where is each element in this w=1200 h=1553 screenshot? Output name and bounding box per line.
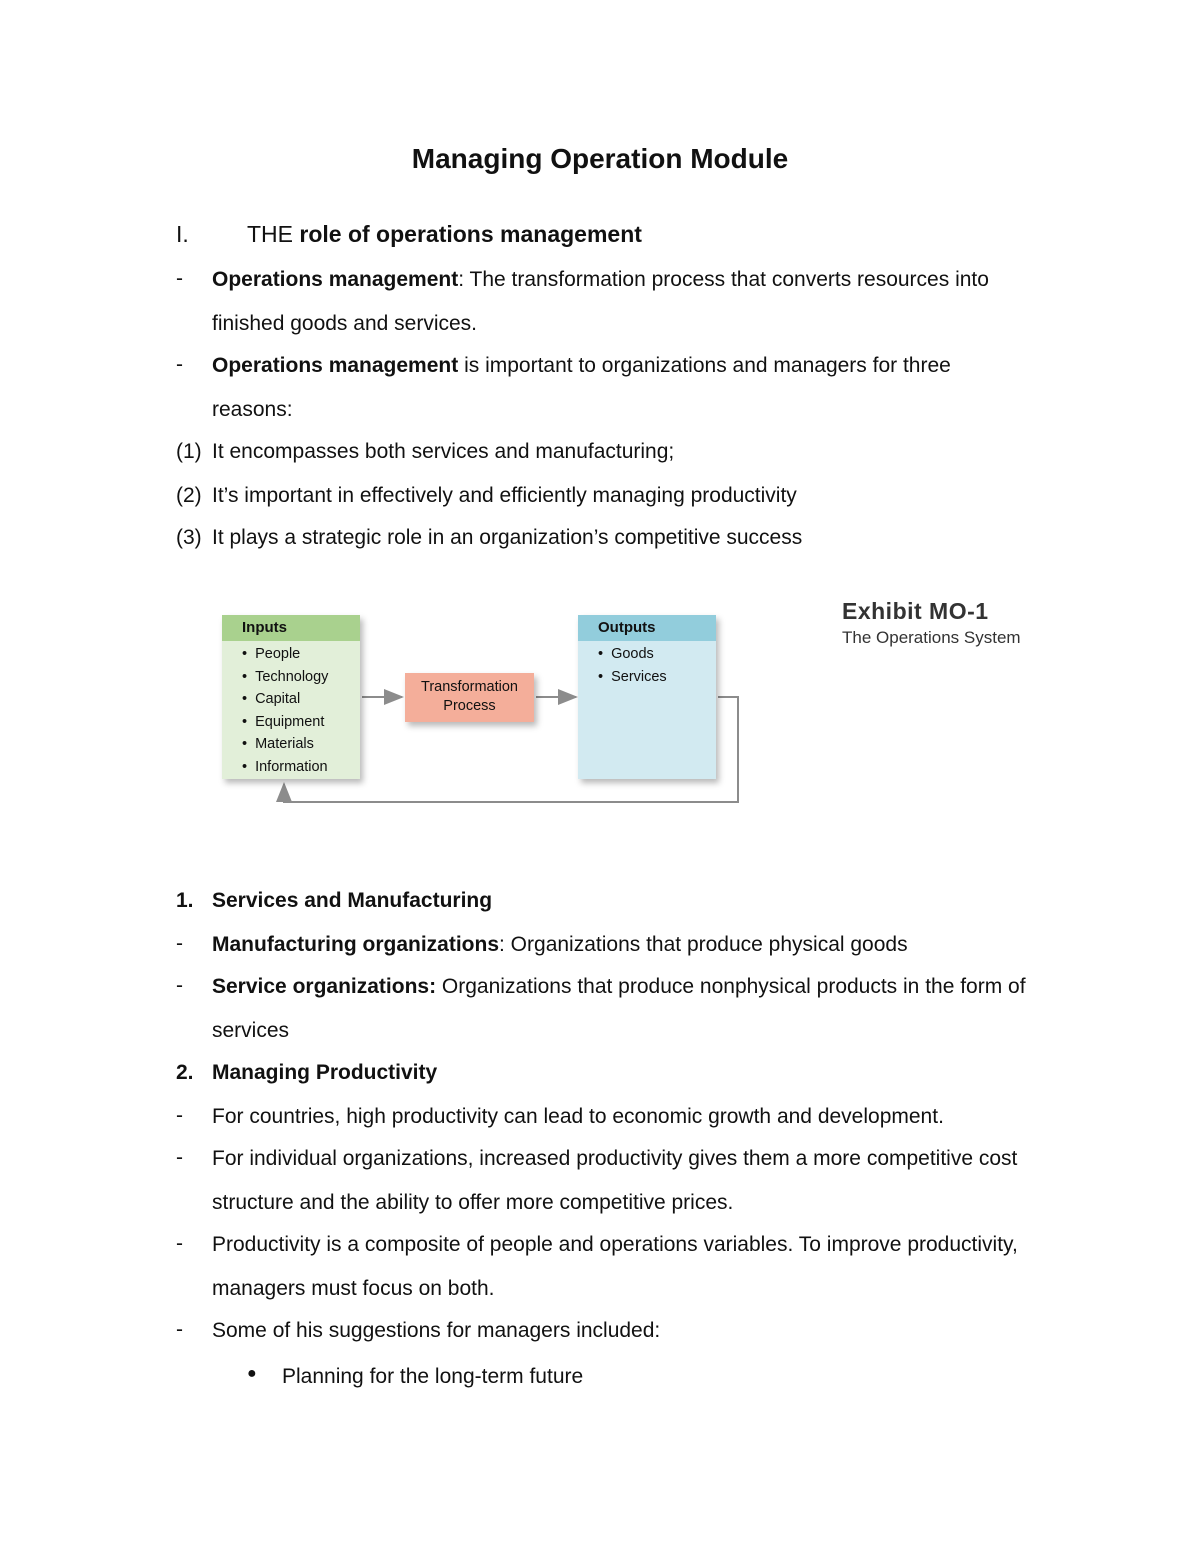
definition-item (212, 974, 1026, 1000)
definition-item-cont: services (212, 1019, 290, 1042)
term: Operations management (212, 268, 459, 291)
term: Manufacturing organizations (212, 933, 500, 956)
dash-marker: - (176, 1232, 183, 1255)
list-item: For countries, high productivity can lead to economic growth and development. (212, 1105, 944, 1128)
dash-marker: - (176, 353, 183, 376)
inputs-box (222, 615, 360, 779)
reason-text: It encompasses both services and manufacturing; (212, 440, 675, 463)
list-item: Some of his suggestions for managers included: (212, 1319, 661, 1342)
definition: : Organizations that produce physical goods (499, 933, 908, 956)
reason-number: (2) (176, 484, 202, 507)
list-item-cont: structure and the ability to offer more competitive prices. (212, 1191, 734, 1214)
list-item: For individual organizations, increased productivity gives them a more competitive cost (212, 1147, 1018, 1170)
inputs-label: Inputs (222, 615, 360, 641)
section-heading-rest: role of operations management (299, 221, 642, 247)
dash-marker: - (176, 1146, 183, 1169)
outputs-label: Outputs (578, 615, 716, 641)
list-item: • People (242, 643, 360, 666)
section-heading-prefix: THE (247, 221, 293, 247)
intro-item-2-cont: reasons: (212, 398, 293, 421)
list-item: Productivity is a composite of people and operations variables. To improve productivity, (212, 1233, 1018, 1256)
exhibit-title: Exhibit MO-1 (842, 598, 989, 624)
definition: is important to organizations and managers for three (458, 354, 951, 377)
list-item-cont: managers must focus on both. (212, 1277, 495, 1300)
definition: Organizations that produce nonphysical products in the form of (436, 975, 1026, 998)
list-item: • Materials (242, 733, 360, 756)
section-number: I. (176, 221, 189, 247)
subsection-number: 2. (176, 1061, 194, 1084)
bullet-icon: ● (247, 1365, 257, 1382)
outputs-list (578, 641, 716, 688)
dash-marker: - (176, 932, 183, 955)
reason-number: (1) (176, 440, 202, 463)
reason-number: (3) (176, 526, 202, 549)
dash-marker: - (176, 974, 183, 997)
subsection-title: Services and Manufacturing (212, 889, 493, 912)
term: Operations management (212, 354, 459, 377)
term: Service organizations: (212, 975, 437, 998)
dash-marker: - (176, 1104, 183, 1127)
bullet-item: Planning for the long-term future (282, 1365, 584, 1388)
list-item: • Services (598, 666, 716, 689)
subsection-number: 1. (176, 889, 194, 912)
process-line-2: Process (443, 698, 496, 714)
list-item: • Information (242, 756, 360, 779)
process-line-1: Transformation (421, 679, 518, 695)
subsection-title: Managing Productivity (212, 1061, 438, 1084)
list-item: • Goods (598, 643, 716, 666)
definition: : The transformation process that converts resources into (458, 268, 989, 291)
list-item: • Equipment (242, 711, 360, 734)
inputs-list (222, 641, 360, 778)
outputs-box (578, 615, 716, 779)
intro-item-1-cont: finished goods and services. (212, 312, 477, 335)
reason-text: It plays a strategic role in an organization’s competitive success (212, 526, 803, 549)
list-item: • Technology (242, 666, 360, 689)
dash-marker: - (176, 267, 183, 290)
page-title: Managing Operation Module (411, 143, 789, 174)
dash-marker: - (176, 1318, 183, 1341)
reason-text: It’s important in effectively and efficiently managing productivity (212, 484, 797, 507)
list-item: • Capital (242, 688, 360, 711)
exhibit-subtitle: The Operations System (842, 628, 1021, 647)
process-box (405, 673, 534, 722)
definition-item (212, 932, 908, 958)
